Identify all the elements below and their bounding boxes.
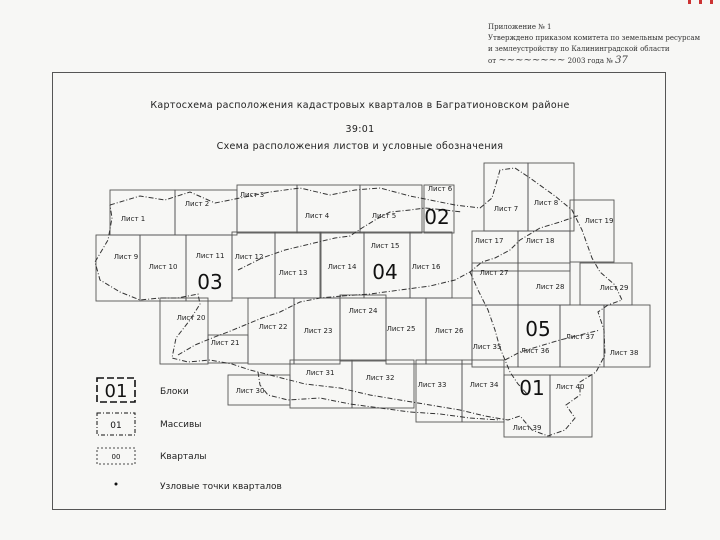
map-subtitle: Схема расположения листов и условные обозначения [216,141,504,152]
sheet-9-box [96,235,140,301]
block-03-number: 03 [197,270,223,294]
sheet-28-label: Лист 28 [535,283,565,291]
sheet-5-box [360,185,422,233]
block-04-number: 04 [372,260,398,284]
sheet-3-label: Лист 3 [239,191,265,199]
sheet-31-box [290,360,352,408]
sheet-34-label: Лист 34 [469,381,499,389]
sheet-29-label: Лист 29 [599,284,629,292]
sheet-38-box [604,305,650,367]
sheet-25-label: Лист 25 [386,325,416,333]
sheet-39-label: Лист 39 [512,424,542,432]
sheet-2-box [175,190,237,235]
sheet-16-label: Лист 16 [411,263,441,271]
sheet-5-label: Лист 5 [371,212,397,220]
block-05-number: 05 [525,317,551,341]
sheet-20-label: Лист 20 [176,314,206,322]
approval-number: 37 [615,55,628,66]
sheet-12-box [232,232,275,298]
legend-symbol: 01 [110,421,122,431]
sheet-10-label: Лист 10 [148,263,178,271]
sheet-19-label: Лист 19 [584,217,614,225]
sheet-13-label: Лист 13 [278,269,308,277]
sheet-1-label: Лист 1 [120,215,146,223]
approval-line: и землеустройству по Калининградской области [488,45,670,53]
legend-label: Блоки [160,387,189,397]
sheet-4-label: Лист 4 [304,212,330,220]
sheet-6-label: Лист 6 [427,185,453,193]
sheet-17-label: Лист 17 [474,237,504,245]
approval-line: Утверждено приказом комитета по земельным ресурсам [488,34,701,42]
sheet-35-box [472,305,518,367]
sheet-7-box [484,163,528,231]
block-02-number: 02 [424,205,450,229]
sheet-9-label: Лист 9 [113,253,139,261]
sheet-40-label: Лист 40 [555,383,585,391]
sheet-22-box [248,298,294,364]
sheet-21-label: Лист 21 [210,339,240,347]
handwritten-signature: ~~~~~~~~ [498,55,566,66]
sheet-19-box [570,200,614,262]
sheet-31-label: Лист 31 [305,369,335,377]
sheet-34-box [462,360,504,422]
sheet-2-label: Лист 2 [184,200,210,208]
sheet-35-label: Лист 35 [472,343,502,351]
sheet-37-label: Лист 37 [565,333,595,341]
sheet-26-label: Лист 26 [434,327,464,335]
sheet-22-label: Лист 22 [258,323,288,331]
sheet-24-label: Лист 24 [348,307,378,315]
approval-prefix: от [488,57,497,65]
legend-label: Кварталы [160,452,207,462]
sheet-13-box [275,232,321,298]
sheet-4-box [297,185,360,233]
sheet-32-label: Лист 32 [365,374,395,382]
sheet-18-label: Лист 18 [525,237,555,245]
sheet-8-box [528,163,574,231]
block-01-number: 01 [519,376,545,400]
sheet-20-box [160,298,208,364]
approval-line: Приложение № 1 [488,23,552,31]
sheet-36-label: Лист 36 [520,347,550,355]
map-title: Картосхема расположения кадастровых кварталов в Багратионовском районе [150,100,570,111]
legend-symbol: 01 [104,381,128,402]
sheet-33-label: Лист 33 [417,381,447,389]
sheet-7-label: Лист 7 [493,205,519,213]
district-code: 39:01 [345,124,375,135]
sheet-11-label: Лист 11 [195,252,225,260]
node-point-symbol [115,483,118,486]
sheet-38-label: Лист 38 [609,349,639,357]
sheet-14-label: Лист 14 [327,263,357,271]
legend-label: Узловые точки кварталов [160,482,282,492]
legend-symbol: 00 [111,453,121,461]
sheet-24-box [340,295,386,361]
sheet-12-label: Лист 12 [234,253,264,261]
sheet-23-label: Лист 23 [303,327,333,335]
sheet-30-label: Лист 30 [235,387,265,395]
sheet-8-label: Лист 8 [533,199,559,207]
sheet-15-label: Лист 15 [370,242,400,250]
approval-date: 2003 года № [567,57,613,65]
block-numbers [197,205,550,400]
legend [97,378,282,492]
sheet-27-label: Лист 27 [479,269,509,277]
legend-label: Массивы [160,420,202,430]
